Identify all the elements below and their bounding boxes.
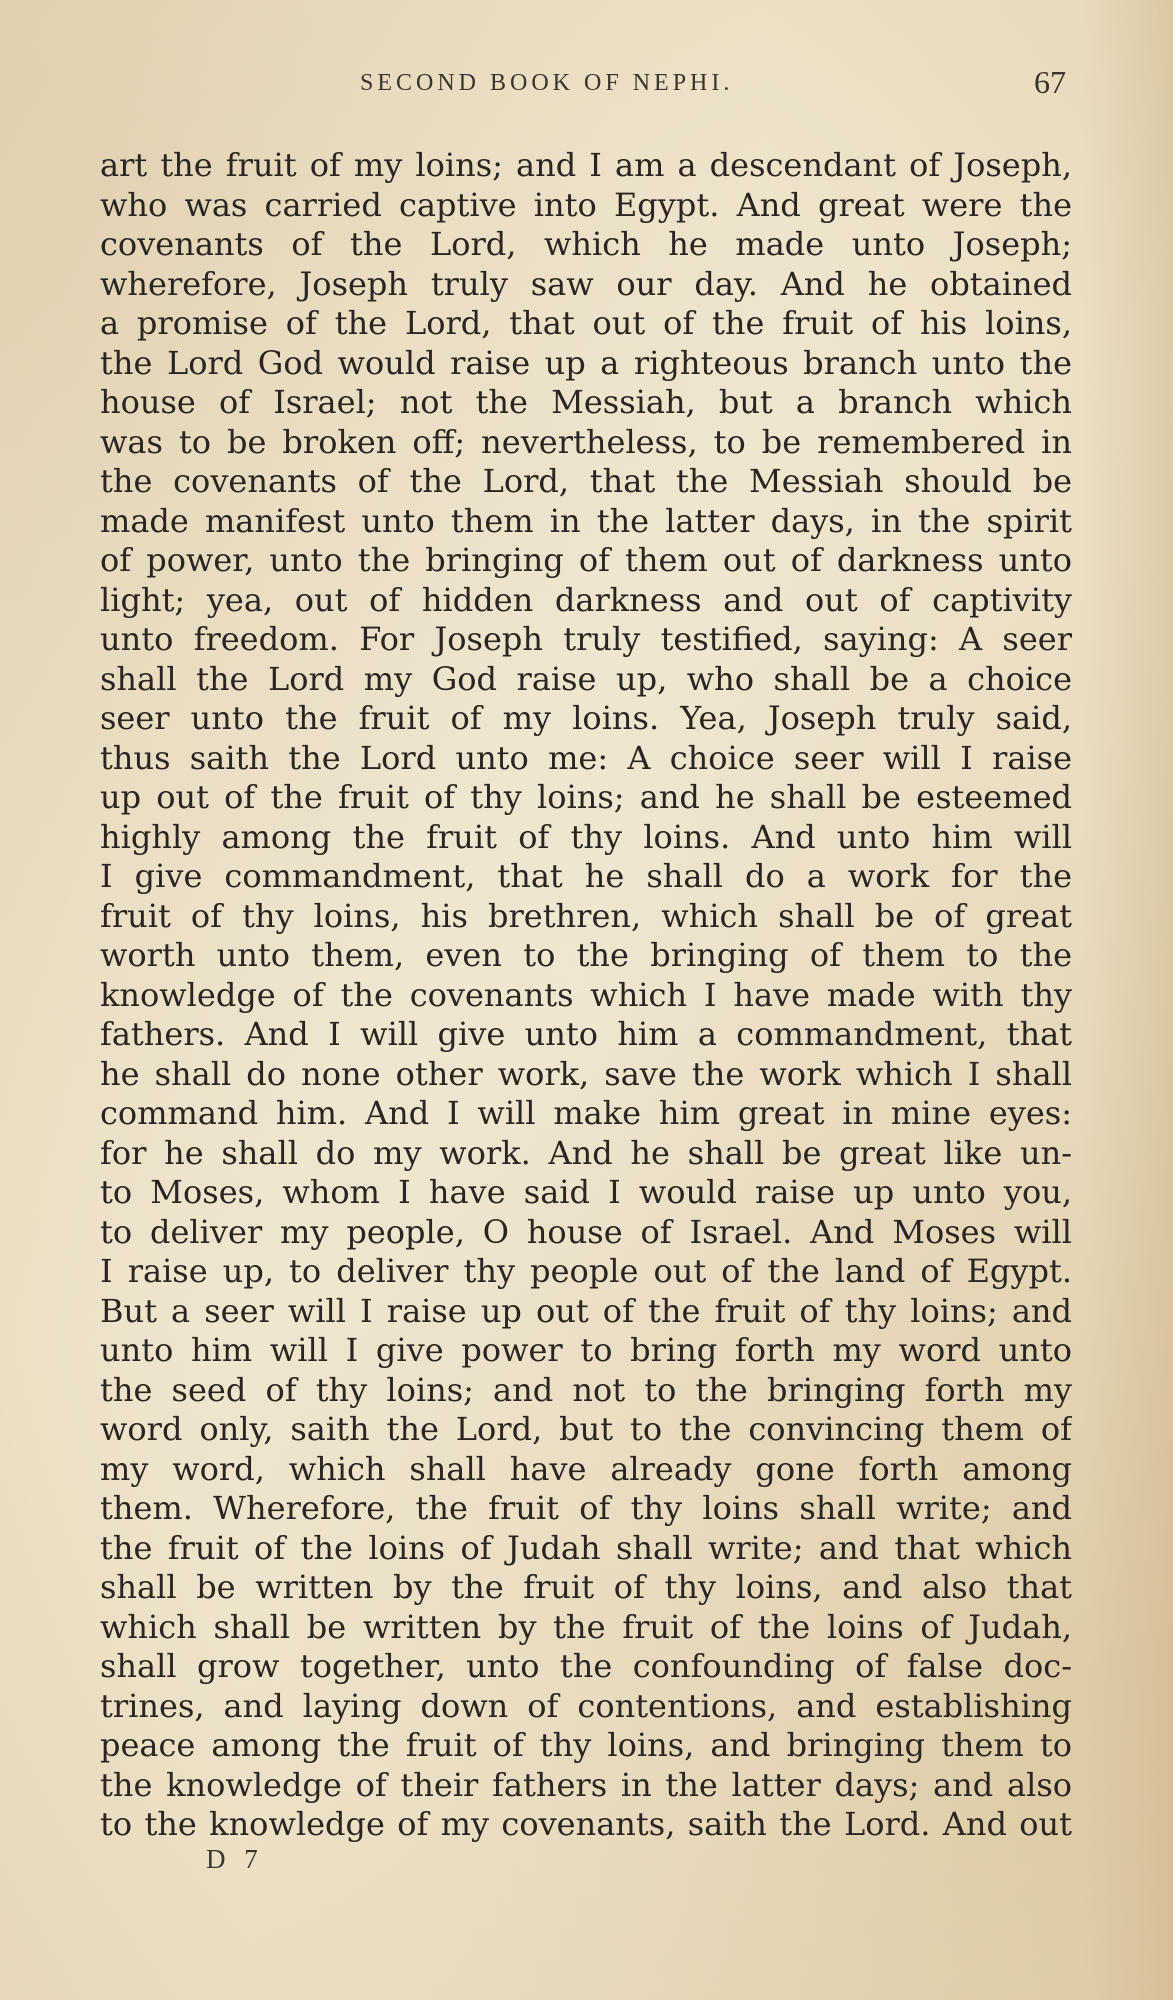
text-line: peace among the fruit of thy loins, and bringing them to	[100, 1726, 1072, 1764]
signature-mark: D 7	[206, 1844, 264, 1874]
text-line: But a seer will I raise up out of the fruit of thy loins; and	[100, 1291, 1072, 1330]
text-line: house of Israel; not the Messiah, but a branch which	[100, 383, 1072, 421]
text-line: the Lord God would raise up a righteous branch unto the	[100, 343, 1072, 382]
text-line: trines, and laying down of contentions, and establishing	[100, 1686, 1072, 1725]
text-line: art the fruit of my loins; and I am a descendant of Joseph,	[100, 146, 1072, 184]
text-line: thus saith the Lord unto me: A choice seer will I raise	[100, 738, 1072, 777]
page-number: 67	[1034, 64, 1066, 100]
text-line: to Moses, whom I have said I would raise up unto you,	[100, 1173, 1072, 1211]
text-line: shall be written by the fruit of thy loins, and also that	[100, 1568, 1072, 1606]
text-line: fathers. And I will give unto him a commandment, that	[100, 1015, 1072, 1053]
text-line: seer unto the fruit of my loins. Yea, Joseph truly said,	[100, 699, 1072, 737]
text-line: them. Wherefore, the fruit of thy loins shall write; and	[100, 1489, 1072, 1527]
text-line: shall the Lord my God raise up, who shall be a choice	[100, 659, 1072, 698]
page-edge-shading	[1083, 0, 1173, 2000]
text-line: worth unto them, even to the bringing of them to the	[100, 936, 1072, 974]
text-line: the knowledge of their fathers in the latter days; and also	[100, 1765, 1072, 1804]
text-line: to the knowledge of my covenants, saith the Lord. And out	[100, 1805, 1072, 1843]
text-line: the seed of thy loins; and not to the bringing forth my	[100, 1370, 1072, 1409]
text-line: command him. And I will make him great in mine eyes:	[100, 1094, 1072, 1132]
text-line: light; yea, out of hidden darkness and out of captivity	[100, 580, 1072, 619]
text-line: unto him will I give power to bring forth my word unto	[100, 1331, 1072, 1369]
text-line: a promise of the Lord, that out of the fruit of his loins,	[100, 304, 1072, 342]
text-line: my word, which shall have already gone forth among	[100, 1449, 1072, 1488]
text-line: highly among the fruit of thy loins. And unto him will	[100, 817, 1072, 856]
running-title: SECOND BOOK OF NEPHI.	[360, 70, 734, 96]
text-line: I raise up, to deliver thy people out of the land of Egypt.	[100, 1252, 1072, 1290]
text-line: up out of the fruit of thy loins; and he shall be esteemed	[100, 778, 1072, 816]
text-line: word only, saith the Lord, but to the convincing them of	[100, 1410, 1072, 1448]
text-line: made manifest unto them in the latter days, in the spirit	[100, 501, 1072, 540]
text-line: to deliver my people, O house of Israel. And Moses will	[100, 1212, 1072, 1251]
body-text	[100, 146, 1072, 1845]
text-line: the fruit of the loins of Judah shall write; and that which	[100, 1528, 1072, 1567]
text-line: unto freedom. For Joseph truly testified, saying: A seer	[100, 620, 1072, 658]
text-line: for he shall do my work. And he shall be great like un-	[100, 1133, 1072, 1172]
text-line: which shall be written by the fruit of the loins of Judah,	[100, 1607, 1072, 1646]
text-line: covenants of the Lord, which he made unto Joseph;	[100, 225, 1072, 263]
text-line: who was carried captive into Egypt. And great were the	[100, 185, 1072, 224]
text-line: he shall do none other work, save the work which I shall	[100, 1054, 1072, 1093]
text-line: shall grow together, unto the confounding of false doc-	[100, 1647, 1072, 1685]
text-line: of power, unto the bringing of them out of darkness unto	[100, 541, 1072, 579]
text-line: knowledge of the covenants which I have made with thy	[100, 975, 1072, 1014]
text-line: I give commandment, that he shall do a work for the	[100, 857, 1072, 895]
text-line: the covenants of the Lord, that the Messiah should be	[100, 462, 1072, 500]
text-line: wherefore, Joseph truly saw our day. And he obtained	[100, 264, 1072, 303]
text-line: fruit of thy loins, his brethren, which shall be of great	[100, 896, 1072, 935]
text-line: was to be broken off; nevertheless, to be remembered in	[100, 422, 1072, 461]
